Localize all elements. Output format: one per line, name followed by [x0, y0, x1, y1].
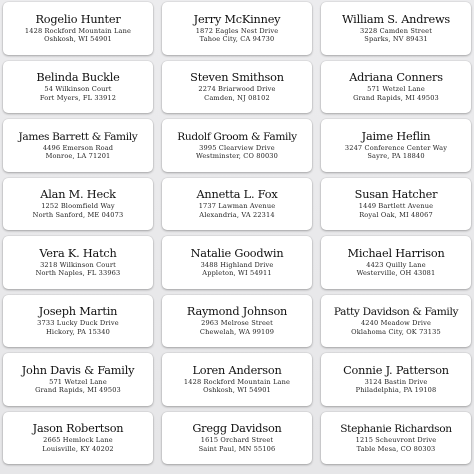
city-state-zip: Camden, NJ 08102 — [204, 93, 270, 102]
address-label — [3, 236, 153, 289]
address-label — [162, 353, 312, 406]
recipient-name: Rogelio Hunter — [35, 12, 121, 26]
recipient-name: Susan Hatcher — [354, 188, 438, 202]
city-state-zip: Louisville, KY 40202 — [42, 444, 114, 453]
city-state-zip: Appleton, WI 54911 — [202, 269, 272, 278]
recipient-name: Jaime Heflin — [361, 129, 431, 143]
address-label — [162, 236, 312, 289]
address-label — [321, 412, 471, 465]
city-state-zip: Chewelah, WA 99109 — [199, 327, 275, 336]
street-address: 3218 Wilkinson Court — [40, 260, 116, 269]
street-address: 3228 Camden Street — [359, 26, 433, 35]
address-label — [3, 119, 153, 172]
recipient-name: Natalie Goodwin — [190, 246, 284, 260]
city-state-zip: Oklahoma City, OK 73135 — [351, 327, 441, 336]
city-state-zip: Fort Myers, FL 33912 — [39, 93, 117, 102]
city-state-zip: Table Mesa, CO 80303 — [356, 444, 436, 453]
recipient-name: Michael Harrison — [347, 246, 445, 260]
city-state-zip: Philadelphia, PA 19108 — [355, 386, 437, 395]
address-label — [3, 2, 153, 55]
address-label — [162, 61, 312, 114]
recipient-name: Rudolf Groom & Family — [177, 130, 297, 143]
recipient-name: Connie J. Patterson — [343, 363, 449, 377]
street-address: 4496 Emerson Road — [42, 143, 114, 152]
street-address: 1215 Scheuvront Drive — [355, 436, 437, 445]
address-label — [321, 295, 471, 348]
street-address: 2274 Briarwood Drive — [198, 85, 276, 94]
recipient-name: William S. Andrews — [341, 12, 451, 26]
address-label — [321, 353, 471, 406]
city-state-zip: Sayre, PA 18840 — [367, 152, 425, 161]
address-label — [162, 2, 312, 55]
recipient-name: Patty Davidson & Family — [333, 306, 459, 319]
city-state-zip: Alexandria, VA 22314 — [199, 210, 275, 219]
address-label — [321, 61, 471, 114]
address-label — [321, 178, 471, 231]
address-label — [3, 178, 153, 231]
recipient-name: Raymond Johnson — [186, 305, 288, 319]
address-label — [321, 2, 471, 55]
street-address: 3124 Bastin Drive — [364, 377, 428, 386]
street-address: 1449 Bartlett Avenue — [358, 202, 434, 211]
city-state-zip: Oshkosh, WI 54901 — [203, 386, 271, 395]
address-label — [321, 236, 471, 289]
street-address: 3247 Conference Center Way — [344, 143, 448, 152]
street-address: 3995 Clearview Drive — [199, 143, 275, 152]
street-address: 2963 Melrose Street — [201, 319, 273, 328]
street-address: 1737 Lawman Avenue — [198, 202, 276, 211]
street-address: 54 Wilkinson Court — [44, 85, 112, 94]
street-address: 571 Wetzel Lane — [367, 85, 425, 94]
address-label — [3, 295, 153, 348]
street-address: 3488 Highland Drive — [200, 260, 274, 269]
address-label — [3, 412, 153, 465]
recipient-name: Annetta L. Fox — [196, 188, 278, 202]
recipient-name: James Barrett & Family — [18, 130, 138, 143]
recipient-name: John Davis & Family — [21, 363, 135, 377]
recipient-name: Joseph Martin — [38, 305, 118, 319]
address-label — [162, 119, 312, 172]
city-state-zip: North Sanford, ME 04073 — [32, 210, 124, 219]
recipient-name: Vera K. Hatch — [39, 246, 117, 260]
city-state-zip: Westerville, OH 43081 — [356, 269, 436, 278]
city-state-zip: North Naples, FL 33963 — [35, 269, 121, 278]
street-address: 571 Wetzel Lane — [49, 377, 107, 386]
city-state-zip: Grand Rapids, MI 49503 — [353, 93, 439, 102]
city-state-zip: Tahoe City, CA 94730 — [199, 35, 275, 44]
street-address: 1252 Bloomfield Way — [41, 202, 115, 211]
recipient-name: Loren Anderson — [192, 363, 282, 377]
address-label — [162, 412, 312, 465]
label-grid — [3, 2, 471, 472]
recipient-name: Alan M. Heck — [40, 188, 116, 202]
address-label — [3, 61, 153, 114]
recipient-name: Steven Smithson — [190, 71, 284, 85]
recipient-name: Jerry McKinney — [193, 12, 281, 26]
city-state-zip: Grand Rapids, MI 49503 — [35, 386, 121, 395]
address-label — [162, 295, 312, 348]
address-label — [321, 119, 471, 172]
recipient-name: Jason Robertson — [32, 422, 124, 436]
city-state-zip: Monroe, LA 71201 — [45, 152, 111, 161]
street-address: 3733 Lucky Duck Drive — [37, 319, 119, 328]
address-label — [162, 178, 312, 231]
recipient-name: Stephanie Richardson — [340, 423, 452, 436]
city-state-zip: Royal Oak, MI 48067 — [359, 210, 433, 219]
street-address: 4423 Quilly Lane — [366, 260, 426, 269]
street-address: 2665 Hemlock Lane — [43, 436, 113, 445]
recipient-name: Gregg Davidson — [192, 422, 282, 436]
street-address: 1428 Rockford Mountain Lane — [183, 377, 291, 386]
city-state-zip: Sparks, NV 89431 — [364, 35, 428, 44]
street-address: 1615 Orchard Street — [200, 436, 274, 445]
city-state-zip: Oshkosh, WI 54901 — [44, 35, 112, 44]
address-label — [3, 353, 153, 406]
recipient-name: Adriana Conners — [349, 71, 443, 85]
city-state-zip: Saint Paul, MN 55106 — [198, 444, 276, 453]
street-address: 1428 Rockford Mountain Lane — [24, 26, 132, 35]
street-address: 1872 Eagles Nest Drive — [195, 26, 279, 35]
city-state-zip: Westminster, CO 80030 — [195, 152, 278, 161]
street-address: 4240 Meadow Drive — [360, 319, 432, 328]
recipient-name: Belinda Buckle — [36, 71, 120, 85]
city-state-zip: Hickory, PA 15340 — [46, 327, 110, 336]
